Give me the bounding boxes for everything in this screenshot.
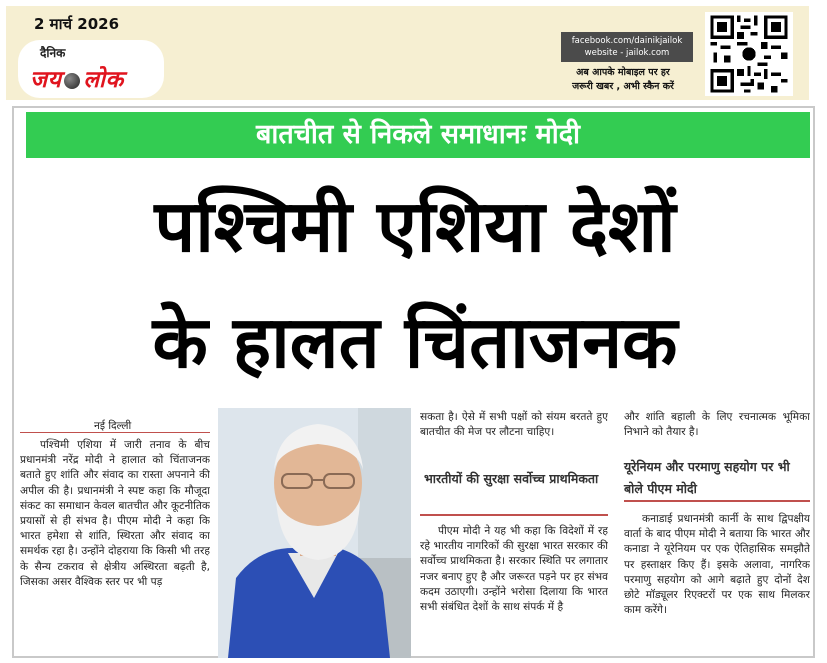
subheading-security: भारतीयों की सुरक्षा सर्वोच्च प्राथमिकता [424,471,599,486]
article-column-3-top: सकता है। ऐसे में सभी पक्षों को संयम बरतते हुए बातचीत की मेज पर लौटना चाहिए। [420,411,608,439]
subheading-uranium: यूरेनियम और परमाणु सहयोग पर भी बोले पीएम मोदी [624,459,790,496]
dateline: नई दिल्ली [94,420,132,432]
divider [420,514,608,516]
website-link[interactable]: website - jailok.com [584,48,670,58]
scan-line-2: जरूरी खबर , अभी स्कैन करें [572,81,674,92]
article-column-4: कनाडाई प्रधानमंत्री कार्नी के साथ द्विपक्षीय वार्ता के बाद पीएम मोदी ने बताया कि भारत और कनाडा ने यूरेनियम पर एक ऐतिहासिक समझौते पर हस्ताक्षर किए हैं। इसके अलावा, नागरिक परमाणु सहयोग को आगे बढ़ाते हुए दोनों देश छोटे मॉड्यूलर रिएक्टरों पर एक साथ मिलकर काम करेंगे। [624,513,810,617]
logo-word-lok: लोक [83,67,124,93]
article-column-3: पीएम मोदी ने यह भी कहा कि विदेशों में रह रहे भारतीय नागरिकों की सुरक्षा भारत सरकार की सर्वोच्च प्राथमिकता है। सरकार स्थिति पर लगातार नजर बनाए हुए है और जरूरत पड़ने पर हर संभव कदम उठाएगी। उन्होंने भरोसा दिलाया कि भारत सभी संबंधित देशों के साथ संपर्क में है [420,525,608,614]
kicker-banner: बातचीत से निकले समाधानः मोदी [26,112,810,158]
portrait-image [218,408,411,658]
issue-date: 2 मार्च 2026 [34,15,120,33]
article-column-1: पश्चिमी एशिया में जारी तनाव के बीच प्रधानमंत्री नरेंद्र मोदी ने हालात को चिंताजनक बताते हुए शांति और संवाद का रास्ता अपनाने की अपील की है। प्रधानमंत्री ने स्पष्ट कहा कि मौजूदा संकट का समाधान केवल बातचीत और कूटनीतिक प्रयासों से ही संभव है। पीएम मोदी ने कहा कि भारत हमेशा से शांति, स्थिरता और संवाद का समर्थक रहा है। उन्होंने दोहराया कि किसी भी तरह के सैन्य टकराव से क्षेत्रीय अस्थिरता बढ़ती है, जिसका असर वैश्विक स्तर पर भी पड़ [20,439,210,588]
divider [624,500,810,502]
article-photo [218,408,411,658]
contact-box [561,32,693,62]
logo-word-jay: जय [30,67,62,93]
article-column-4-top: और शांति बहाली के लिए रचनात्मक भूमिका निभाने को तैयार है। [624,411,810,439]
facebook-link[interactable]: facebook.com/dainikjailok [571,36,683,46]
logo-main-text [30,62,124,94]
qr-code-icon[interactable] [705,12,793,96]
logo-small-text: दैनिक [40,46,66,60]
headline-line-2: के हालत चिंताजनक [152,300,678,384]
scan-prompt [548,66,698,94]
headline-line-1: पश्चिमी एशिया देशों [154,184,676,268]
scan-line-1: अब आपके मोबाइल पर हर [576,67,670,78]
divider [20,432,210,433]
newspaper-logo[interactable] [18,40,164,98]
globe-icon [64,73,80,89]
